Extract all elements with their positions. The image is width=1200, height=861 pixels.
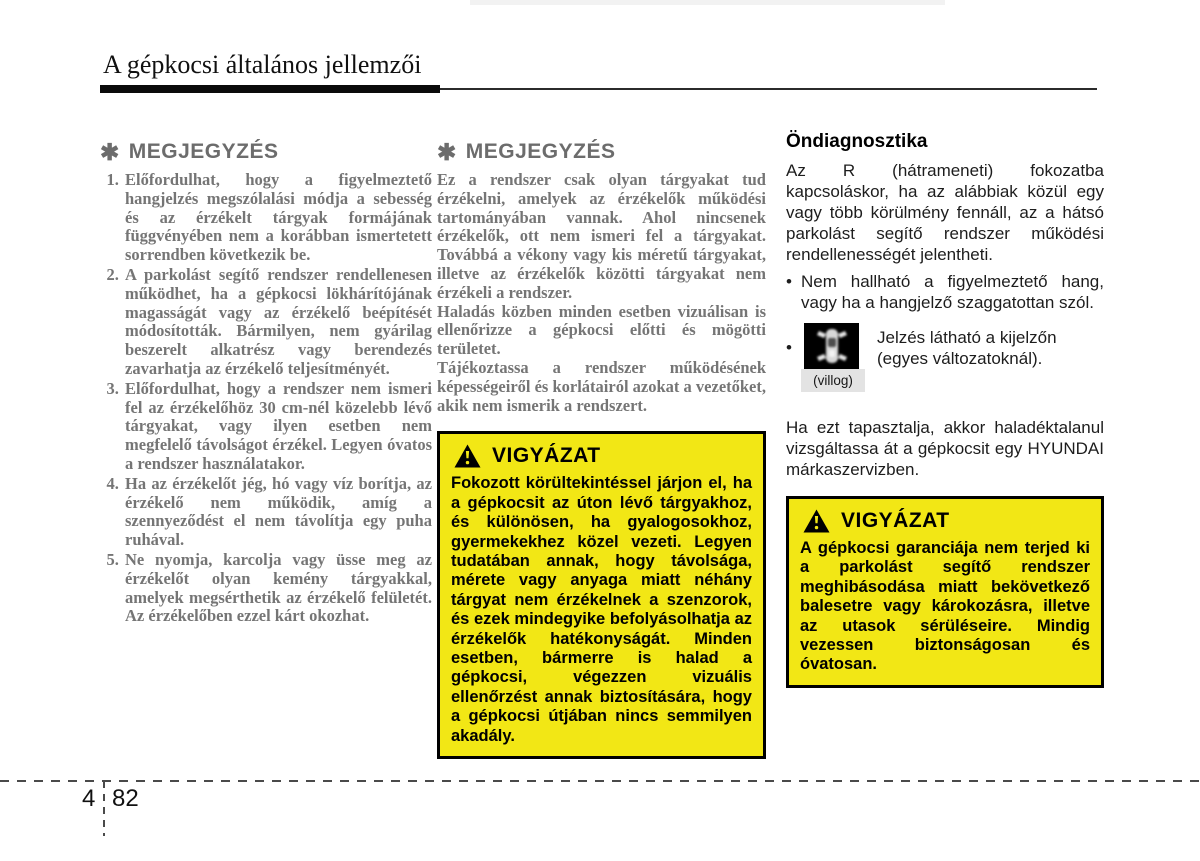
asterisk-icon: ✱ (100, 138, 120, 165)
right-column (786, 131, 1104, 688)
note-item-4: 4. Ha az érzékelőt jég, hó vagy víz borítja, az érzékelő nem működik, amíg a szennyeződést el nem távolítja egy puha ruhával. (123, 475, 432, 550)
bullet-item-sound (786, 271, 1104, 313)
note-heading-label: MEGJEGYZÉS (128, 140, 279, 163)
bullet-item-indicator (786, 323, 1104, 392)
note-item-5: 5. Ne nyomja, karcolja vagy üsse meg az érzékelőt olyan kemény tárgyakkal, amelyek megsérthetik az érzékelő felületét. Az érzékelőben ezzel kárt okozhat. (123, 551, 432, 626)
page-title: A gépkocsi általános jellemzői (103, 50, 422, 79)
chapter-number: 4 (82, 785, 96, 812)
warning-header (454, 444, 752, 468)
title-underline-thin (440, 88, 1097, 90)
warning-box-caution-driving (437, 431, 766, 759)
indicator-caption: (villog) (801, 369, 865, 392)
warning-text: Fokozott körültekintéssel járjon el, ha a gépkocsit az úton lévő tárgyakhoz, és különösen, ha gyalogosokhoz, gyermekekhez közel vezeti. Legyen tudatában annak, hogy távolsága, mérete vagy anyaga miatt néhány tárgyat nem érzékelnek a szenzorok, és ezek mindegyike befolyásolhatja az érzékelők hatékonyságát. Minden esetben, bármerre is halad a gépkocsi, végezzen vizuális ellenőrzést annak biztosítására, hogy a gépkocsi útjában nincs semmilyen akadály. (451, 474, 752, 745)
left-column (100, 140, 432, 627)
note-paragraph-1: Ez a rendszer csak olyan tárgyakat tud érzékelni, amelyek az érzékelők működési tartományában vannak. Ahol nincsenek érzékelők, ott nem ismeri fel a tárgyakat. Továbbá a vékony vagy kis méretű tárgyakat, illetve az érzékelők közötti tárgyakat nem érzékeli a rendszer. (437, 170, 766, 302)
note-paragraph-2: Haladás közben minden esetben vizuálisan is ellenőrizze a gépkocsi előtti és mögötti területet. (437, 301, 766, 359)
footer-dashed-line-vertical (103, 781, 105, 836)
note-heading (100, 140, 432, 164)
note-heading-label: MEGJEGYZÉS (465, 140, 616, 163)
warning-header (803, 509, 1090, 533)
warning-title: VIGYÁZAT (492, 444, 601, 468)
note-item-1: 1. Előfordulhat, hogy a figyelmeztető hangjelzés megszólalási módja a sebesség és az érzékelt tárgyak formájának függvényében nem a korábban ismertetett sorrendben következik be. (123, 171, 432, 265)
note-list (100, 171, 432, 626)
bullet-text: Nem hallható a figyelmeztető hang, vagy ha a hangjelző szaggatottan szól. (801, 272, 1104, 312)
warning-triangle-icon (454, 444, 481, 468)
middle-column (437, 140, 766, 759)
parking-sensor-display-icon (804, 323, 859, 369)
bullet-icon: • (786, 272, 792, 291)
indicator-figure (801, 323, 865, 392)
service-note: Ha ezt tapasztalja, akkor haladéktalanul vizsgáltassa át a gépkocsit egy HYUNDAI márkaszervizben. (786, 418, 1104, 479)
title-underline-thick (100, 85, 440, 93)
note-item-3: 3. Előfordulhat, hogy a rendszer nem ismeri fel az érzékelőhöz 30 cm-nél közelebb lévő tárgyakat, vagy ilyen esetben nem megfelelő távolságot érzékel. Legyen óvatos a rendszer használatakor. (123, 380, 432, 474)
footer-dashed-line-horizontal (0, 780, 1200, 782)
warning-text: A gépkocsi garanciája nem terjed ki a parkolást segítő rendszer meghibásodása miatt bekövetkező balesetre vagy károkozásra, illetve az utasok sérüléseire. Mindig vezessen biztonságosan és óvatosan. (800, 539, 1090, 674)
section-intro: Az R (hátrameneti) fokozatba kapcsoláskor, ha az alábbiak közül egy vagy több körülmény fennáll, az a hátsó parkolást segítő rendszer működési rendellenességét jelentheti. (786, 161, 1104, 264)
note-item-2: 2. A parkolást segítő rendszer rendellenesen működhet, ha a gépkocsi lökhárítójának magasságát vagy az érzékelő beépítését módosították. Bármilyen, nem gyárilag beszerelt alkatrész vagy berendezés zavarhatja az érzékelő teljesítményét. (123, 266, 432, 379)
page-number: 82 (112, 785, 139, 812)
note-heading (437, 140, 766, 164)
bullet-text: Jelzés látható a kijelzőn (egyes változatoknál). (877, 328, 1057, 368)
note-paragraph-3: Tájékoztassa a rendszer működésének képességeiről és korlátairól azokat a vezetőket, akik nem ismerik a rendszert. (437, 357, 767, 415)
warning-box-warranty (786, 496, 1104, 688)
bullet-icon: • (786, 338, 792, 357)
asterisk-icon: ✱ (437, 138, 457, 165)
section-heading: Öndiagnosztika (786, 131, 928, 152)
warning-triangle-icon (803, 509, 830, 533)
scan-artifact-strip (470, 0, 945, 5)
warning-title: VIGYÁZAT (841, 509, 950, 532)
